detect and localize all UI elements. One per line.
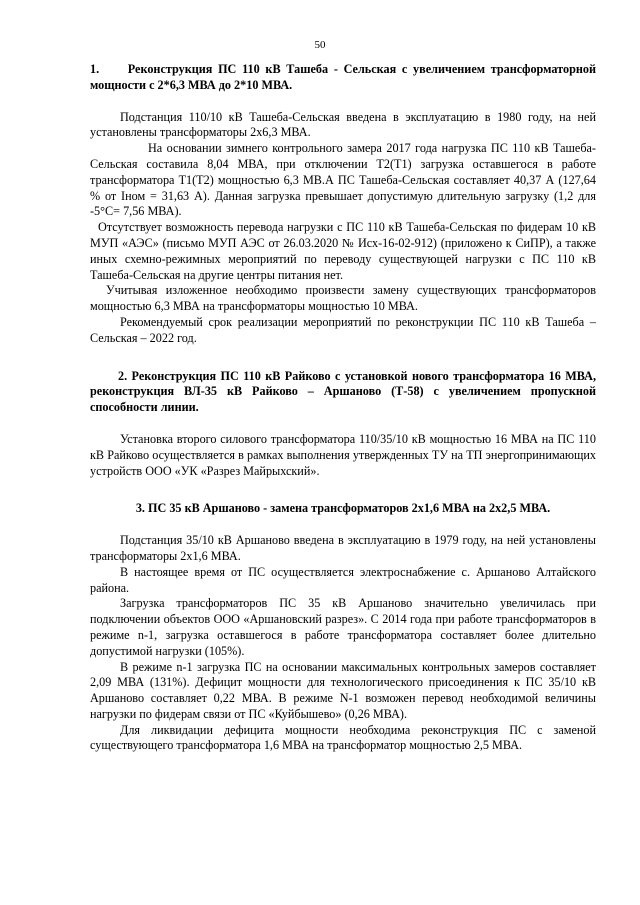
section-2-paragraph: Установка второго силового трансформатора 110/35/10 кВ мощностью 16 МВА на ПС 110 кВ Райково осуществляется в рамках выполнения утвержденных ТУ на ТП энергопринимающих устройств ООО «УК «Разрез Майрыхский».: [90, 431, 596, 478]
section-3-paragraph: Подстанция 35/10 кВ Аршаново введена в эксплуатацию в 1979 году, на ней установлены трансформаторы 2х1,6 МВА.: [90, 533, 596, 563]
section-1-paragraph: На основании зимнего контрольного замера 2017 года нагрузка ПС 110 кВ Ташеба-Сельская составила 8,04 МВА, при отключении Т2(Т1) загрузка оставшегося в работе трансформатора Т1(Т2) мощностью 6,3 МВ.А ПС Ташеба-Сельская составляет 40,37 А (127,64 % от Iном = 31,63 А). Данная загрузка превышает допустимую длительную загрузку (1,2 для -5°С= 7,56 МВА).: [90, 141, 596, 219]
section-1-paragraph: Рекомендуемый срок реализации мероприятий по реконструкции ПС 110 кВ Ташеба – Сельская – 2022 год.: [90, 314, 596, 345]
section-3-paragraph: В настоящее время от ПС осуществляется электроснабжение с. Аршаново Алтайского района.: [90, 564, 596, 595]
section-2-heading: 2. Реконструкция ПС 110 кВ Райково с установкой нового трансформатора 16 МВА, реконструкция ВЛ-35 кВ Райково – Аршаново (Т-58) с увеличением пропускной способности линии.: [90, 368, 596, 415]
section-1-paragraph: Подстанция 110/10 кВ Ташеба-Сельская введена в эксплуатацию в 1980 году, на ней установлены трансформаторы 2х6,3 МВА.: [90, 109, 596, 140]
page-content: [90, 62, 596, 754]
section-1-paragraph: Отсутствует возможность перевода нагрузки с ПС 110 кВ Ташеба-Сельская по фидерам 10 кВ МУП «АЭС» (письмо МУП АЭС от 26.03.2020 № Исх-16-02-912) (приложено к СиПР), а также иных схемно-режимных мероприятий по переводу существующей нагрузки с ПС 110 кВ Ташеба-Сельская на другие центры питания нет.: [90, 220, 596, 282]
section-3-paragraph: В режиме n-1 загрузка ПС на основании максимальных контрольных замеров составляет 2,09 МВА (131%). Дефицит мощности для технологического присоединения к ПС 35/10 кВ Аршаново составляет 0,22 МВА. В режиме N-1 возможен перевод необходимой величины нагрузки по фидерам связи от ПС «Куйбышево» (0,26 МВА).: [90, 659, 596, 721]
section-1-heading: 1. Реконструкция ПС 110 кВ Ташеба - Сельская с увеличением трансформаторной мощности с 2*6,3 МВА до 2*10 МВА.: [90, 62, 596, 92]
section-3-paragraph: Для ликвидации дефицита мощности необходима реконструкция ПС с заменой существующего трансформатора 1,6 МВА на трансформатор мощностью 2,5 МВА.: [90, 722, 596, 753]
section-3-paragraph: Загрузка трансформаторов ПС 35 кВ Аршаново значительно увеличилась при подключении объектов ООО «Аршановский разрез». С 2014 года при работе трансформаторов в режиме n-1, загрузка оставшегося в работе трансформатора составляет более длительно допустимой нагрузки (105%).: [90, 596, 596, 658]
section-1-paragraph: Учитывая изложенное необходимо произвести замену существующих трансформаторов мощностью 6,3 МВА на трансформаторы мощностью 10 МВА.: [90, 283, 596, 314]
section-3-heading: 3. ПС 35 кВ Аршаново - замена трансформаторов 2х1,6 МВА на 2х2,5 МВА.: [135, 501, 551, 516]
page-number: 50: [314, 39, 326, 51]
